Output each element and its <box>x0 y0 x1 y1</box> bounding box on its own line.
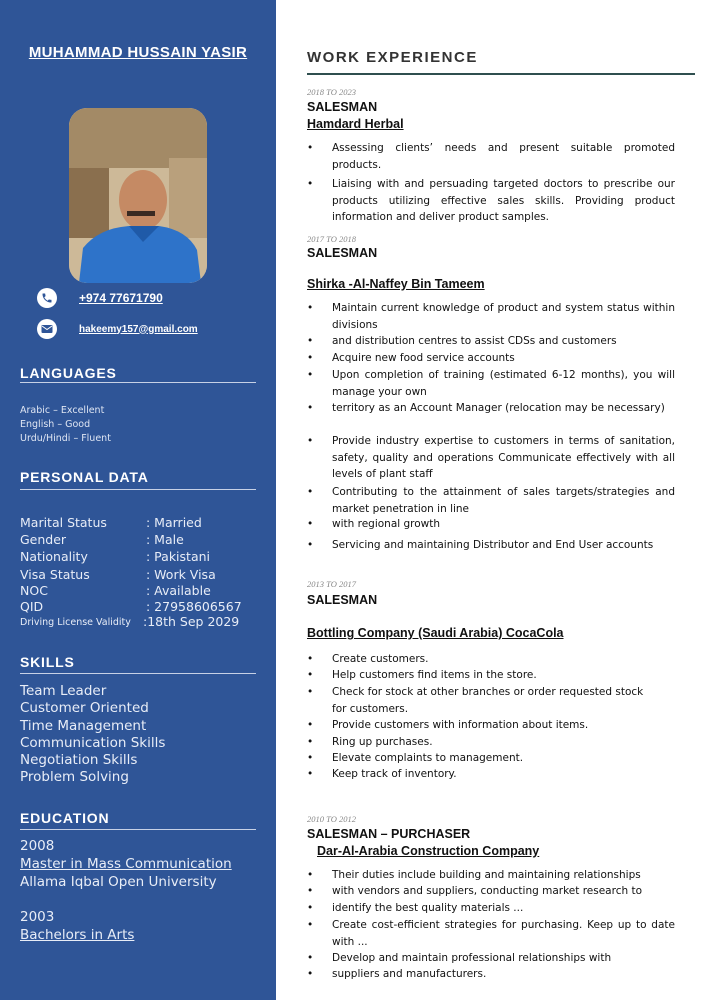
personal-value-qid: : 27958606567 <box>146 599 242 614</box>
skill-item: Communication Skills <box>20 735 166 751</box>
skills-heading: SKILLS <box>20 654 75 670</box>
job-bullet: • Create customers. <box>307 653 429 665</box>
job-bullet: • and distribution centres to assist CDSs and customers <box>307 335 617 347</box>
email-icon <box>37 319 57 339</box>
candidate-name: MUHAMMAD HUSSAIN YASIR <box>28 44 248 61</box>
job-bullet: • Their duties include building and maintaining relationships <box>307 869 641 881</box>
job-role: SALESMAN <box>307 593 378 607</box>
job-bullet: • Contributing to the attainment of sales targets/strategies and market penetration in line <box>307 486 675 515</box>
personal-value-gender: : Male <box>146 532 184 547</box>
education-year: 2008 <box>20 838 55 854</box>
job-bullet: • Provide industry expertise to customers in terms of sanitation, safety, quality and operations Communicate effectively with all levels of plant staff <box>307 435 675 480</box>
job-bullet: • Acquire new food service accounts <box>307 352 515 364</box>
work-experience-heading: WORK EXPERIENCE <box>307 49 478 66</box>
skill-item: Negotiation Skills <box>20 752 138 768</box>
job-bullet: • with regional growth <box>307 518 441 530</box>
languages-divider <box>20 382 256 383</box>
personal-value-marital-status: : Married <box>146 515 202 530</box>
education-year: 2003 <box>20 909 55 925</box>
job-company: Dar-Al-Arabia Construction Company <box>317 844 540 858</box>
education-degree: Master in Mass Communication <box>20 856 232 872</box>
language-item: Urdu/Hindi – Fluent <box>20 433 111 444</box>
job-role: SALESMAN <box>307 100 378 114</box>
job-bullet: • Develop and maintain professional relationships with <box>307 952 612 964</box>
languages-heading: LANGUAGES <box>20 365 117 381</box>
personal-label-gender: Gender <box>20 532 67 547</box>
profile-photo-illustration <box>69 108 207 283</box>
job-date: 2010 TO 2012 <box>307 814 356 824</box>
phone-row[interactable] <box>37 287 163 309</box>
job-bullet: • Keep track of inventory. <box>307 768 457 780</box>
personal-value-driving-license: :18th Sep 2029 <box>143 614 240 629</box>
job-role: SALESMAN <box>307 246 378 260</box>
education-heading: EDUCATION <box>20 810 110 826</box>
job-bullet: • with vendors and suppliers, conducting market research to <box>307 885 643 897</box>
skill-item: Team Leader <box>20 683 107 699</box>
personal-value-noc: : Available <box>146 583 211 598</box>
personal-data-divider <box>20 489 256 490</box>
personal-label-noc: NOC <box>20 583 48 598</box>
personal-label-nationality: Nationality <box>20 549 88 564</box>
job-bullet: • Maintain current knowledge of product and system status within divisions <box>307 302 675 331</box>
skill-item: Time Management <box>20 718 147 734</box>
personal-label-visa-status: Visa Status <box>20 567 90 582</box>
job-bullet: • Ring up purchases. <box>307 736 433 748</box>
job-bullet: • Upon completion of training (estimated 6-12 months), you will manage your own <box>307 369 675 398</box>
main-content <box>276 0 707 1000</box>
job-bullet: • Servicing and maintaining Distributor and End User accounts <box>307 539 654 551</box>
job-bullet: • Help customers find items in the store. <box>307 669 537 681</box>
job-role: SALESMAN – PURCHASER <box>307 827 471 841</box>
job-bullet: • Create cost-efficient strategies for purchasing. Keep up to date with ... <box>307 919 675 948</box>
job-bullet: • Elevate complaints to management. <box>307 752 524 764</box>
job-bullet: • Check for stock at other branches or order requested stock for customers. <box>307 686 644 715</box>
work-experience-divider <box>307 73 695 75</box>
phone-icon <box>37 288 57 308</box>
email-row[interactable] <box>37 318 198 340</box>
education-divider <box>20 829 256 830</box>
job-date: 2018 TO 2023 <box>307 87 356 97</box>
job-company: Hamdard Herbal <box>307 117 404 131</box>
job-bullet: • identify the best quality materials ... <box>307 902 524 914</box>
language-item: English – Good <box>20 419 91 430</box>
job-bullet: • Liaising with and persuading targeted doctors to prescribe our products utilizing effective sales skills. Providing product information and deliver product samples. <box>307 178 675 223</box>
skills-divider <box>20 673 256 674</box>
personal-data-heading: PERSONAL DATA <box>20 469 149 485</box>
personal-label-driving-license: Driving License Validity <box>20 617 131 628</box>
personal-value-nationality: : Pakistani <box>146 549 211 564</box>
job-bullet: • territory as an Account Manager (relocation may be necessary) <box>307 402 665 414</box>
personal-label-qid: QID <box>20 599 44 614</box>
phone-number[interactable]: +974 77671790 <box>79 291 163 305</box>
job-date: 2013 TO 2017 <box>307 579 356 589</box>
personal-label-marital-status: Marital Status <box>20 515 107 530</box>
job-company: Shirka -Al-Naffey Bin Tameem <box>307 277 485 291</box>
skill-item: Customer Oriented <box>20 700 149 716</box>
job-bullet: • Provide customers with information about items. <box>307 719 589 731</box>
language-item: Arabic – Excellent <box>20 405 105 416</box>
job-company: Bottling Company (Saudi Arabia) CocaCola <box>307 626 564 640</box>
skill-item: Problem Solving <box>20 769 129 785</box>
job-date: 2017 TO 2018 <box>307 234 356 244</box>
sidebar <box>0 0 276 1000</box>
education-school: Allama Iqbal Open University <box>20 874 217 890</box>
personal-value-visa-status: : Work Visa <box>146 567 216 582</box>
job-bullet: • suppliers and manufacturers. <box>307 968 487 980</box>
email-address[interactable]: hakeemy157@gmail.com <box>79 323 198 335</box>
job-bullet: • Assessing clients’ needs and present suitable promoted products. <box>307 142 675 171</box>
education-degree: Bachelors in Arts <box>20 927 135 943</box>
profile-photo <box>69 108 207 283</box>
